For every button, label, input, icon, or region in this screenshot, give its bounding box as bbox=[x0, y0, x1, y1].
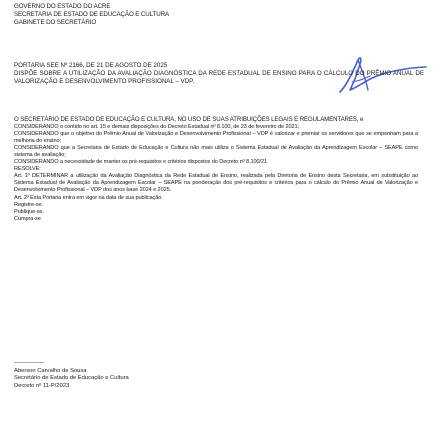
header-government: GOVERNO DO ESTADO DO ACRE bbox=[14, 3, 111, 10]
signature-divider bbox=[14, 362, 44, 363]
paragraph-article-2: Art. 2º Esta Portaria entra em vigor na data de sua publicação. bbox=[14, 194, 163, 201]
paragraph-cumpra: Cumpra-se bbox=[14, 215, 41, 222]
portaria-title: PORTARIA SEE Nº 2166, DE 21 DE AGOSTO DE 2025 bbox=[14, 62, 168, 69]
paragraph-registre: Registre-se. bbox=[14, 201, 43, 208]
portaria-title-block bbox=[14, 62, 434, 85]
paragraph-preamble: O SECRETÁRIO DE ESTADO DE EDUCAÇÃO E CULTURA, NO USO DE SUAS ATRIBUIÇÕES LEGAIS E REGULAMENTARES, e bbox=[14, 116, 364, 123]
header-secretariat: SECRETARIA DE ESTADO DE EDUCAÇÃO E CULTURA bbox=[14, 11, 169, 19]
paragraph-article-1: Art. 1º DETERMINAR a utilização da Avaliação Diagnóstica da Rede Estadual de Ensino, realizada pela Diretoria de Ensino desta Secretaria, em substituição ao Sistema Estadual de Avaliação da Aprendizagem Escolar – SEAPE na ponderação dos pré-requisitos e critérios para o cálculo do Prêmio Anual de Valorização e Desenvolvimento Profissional – VDP dos anos base 2024 e 2025. bbox=[14, 173, 418, 194]
paragraph-considerando-3: CONSIDERANDO que a Secretaria de Estado de Educação e Cultura não mais utiliza o Sistema Estadual de Avaliação da Aprendizagem Escolar – SEAPE como sistema de avaliação; bbox=[14, 144, 418, 158]
signer-name: Aberson Carvalho de Sousa bbox=[14, 368, 87, 374]
paragraph-publique: Publique-se. bbox=[14, 208, 44, 215]
document-body bbox=[14, 116, 418, 223]
signer-role: Secretário de Estado de Educação e Cultura bbox=[14, 375, 129, 382]
paragraph-resolve: RESOLVE: bbox=[14, 166, 41, 173]
paragraph-considerando-2: CONSIDERANDO que o objetivo do Prêmio Anual de Valorização e Desenvolvimento Profissional – VDP é valorizar e premiar os servidores que se empenham para a melhoria do ensino; bbox=[14, 130, 418, 144]
paragraph-considerando-1: CONSIDERANDO o contido no art. 15 e demais disposições do Decreto Estadual nº 8.100, de 23 de fevereiro de 2021; bbox=[14, 123, 299, 130]
portaria-subject: DISPÕE SOBRE A UTILIZAÇÃO DA AVALIAÇÃO DIAGNÓSTICA DA REDE ESTADUAL DE ENSINO PARA O CÁLCULO DO PRÊMIO ANUAL DE VALORIZAÇÃO E DESENVOLVIMENTO PROFISSIONAL – VDP. bbox=[14, 70, 424, 85]
document-header bbox=[14, 3, 314, 28]
paragraph-considerando-4: CONSIDERANDO a necessidade de manter os pré-requisitos e critérios dispostos do Decreto nº 8.100/21 bbox=[14, 159, 267, 166]
signature-block bbox=[14, 368, 214, 390]
signer-decree: Decreto nº 11-P/2023 bbox=[14, 382, 70, 389]
header-cabinet: GABINETE DO SECRETÁRIO bbox=[14, 19, 97, 27]
